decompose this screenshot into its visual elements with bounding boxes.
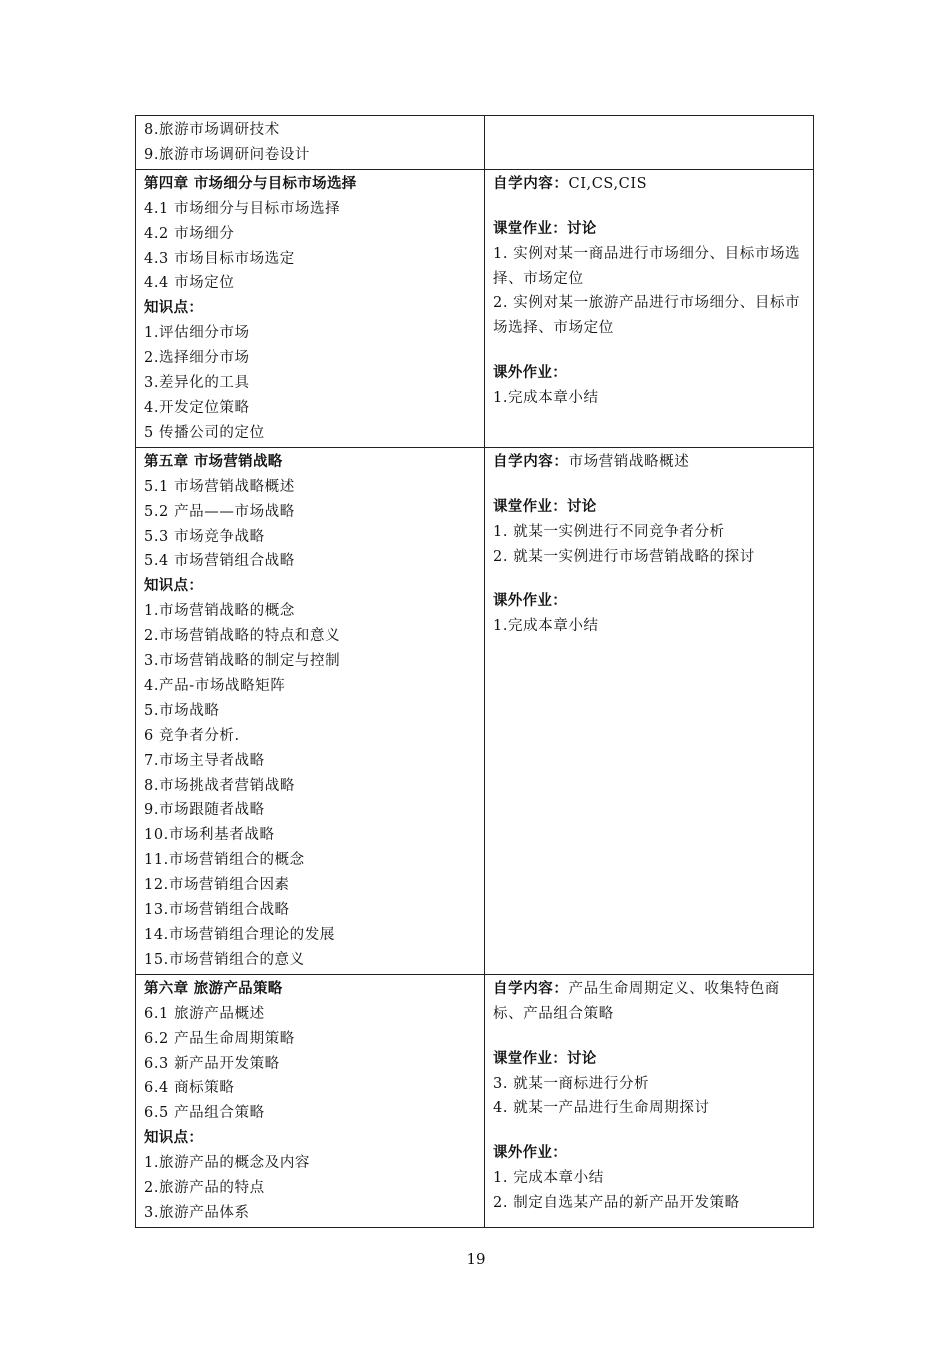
classwork-item: 1. 实例对某一商品进行市场细分、目标市场选择、市场定位	[493, 245, 801, 287]
topic-item: 4.4 市场定位	[144, 275, 235, 292]
table-row	[136, 169, 814, 447]
knowledge-label: 知识点：	[144, 577, 204, 595]
chapter-title: 第四章 市场细分与目标市场选择	[144, 174, 357, 192]
topic-item: 6.4 商标策略	[144, 1080, 235, 1097]
spacer	[493, 1027, 805, 1047]
topic-item: 5.4 市场营销组合战略	[144, 553, 295, 570]
topic-item: 4.1 市场细分与目标市场选择	[144, 200, 341, 217]
chapter-title: 第六章 旅游产品策略	[144, 979, 283, 997]
topic-item: 5.2 产品——市场战略	[144, 503, 295, 520]
knowledge-item: 14.市场营销组合理论的发展	[144, 927, 335, 943]
self-study-line	[493, 172, 805, 197]
chapter-title: 第五章 市场营销战略	[144, 452, 283, 470]
classwork-label: 课堂作业：讨论	[493, 1049, 597, 1067]
knowledge-item: 15.市场营销组合的意义	[144, 951, 305, 968]
knowledge-item: 1.评估细分市场	[144, 325, 250, 342]
self-study-label: 自学内容：	[493, 174, 569, 192]
homework-label: 课外作业：	[493, 592, 567, 610]
self-study-text: CI,CS,CIS	[568, 175, 648, 192]
chapter-content-cell	[136, 116, 485, 170]
topic-item: 6.3 新产品开发策略	[144, 1055, 280, 1072]
knowledge-item: 1.市场营销战略的概念	[144, 603, 295, 620]
spacer	[493, 197, 805, 217]
knowledge-item: 5.市场战略	[144, 702, 220, 719]
homework-label: 课外作业：	[493, 1144, 567, 1162]
knowledge-item: 11.市场营销组合的概念	[144, 852, 305, 869]
table-row	[136, 974, 814, 1227]
topic-item: 4.3 市场目标市场选定	[144, 250, 295, 267]
homework-item: 1.完成本章小结	[493, 618, 599, 635]
topic-item: 5.3 市场竞争战略	[144, 528, 265, 545]
classwork-label: 课堂作业：讨论	[493, 497, 597, 515]
homework-label: 课外作业：	[493, 364, 567, 382]
spacer	[493, 341, 805, 361]
homework-item: 1.完成本章小结	[493, 390, 599, 407]
spacer	[493, 475, 805, 495]
homework-item: 1. 完成本章小结	[493, 1170, 604, 1187]
knowledge-item: 3.市场营销战略的制定与控制	[144, 653, 341, 670]
knowledge-item: 13.市场营销组合战略	[144, 902, 290, 919]
assignment-cell	[485, 974, 814, 1227]
chapter-content-cell	[136, 974, 485, 1227]
self-study-text: 产品生命周期定义、收集特色商标、产品组合策略	[493, 980, 780, 1022]
classwork-item: 4. 就某一产品进行生命周期探讨	[493, 1100, 710, 1117]
self-study-label: 自学内容：	[493, 452, 569, 470]
knowledge-item: 2.选择细分市场	[144, 350, 250, 367]
knowledge-item: 4.开发定位策略	[144, 399, 250, 416]
chapter-content-cell	[136, 447, 485, 974]
knowledge-item: 8.市场挑战者营销战略	[144, 777, 295, 794]
self-study-label: 自学内容：	[493, 979, 569, 997]
classwork-item: 1. 就某一实例进行不同竞争者分析	[493, 523, 725, 540]
topic-item: 6.2 产品生命周期策略	[144, 1030, 295, 1047]
assignment-cell	[485, 169, 814, 447]
knowledge-item: 3.旅游产品体系	[144, 1204, 250, 1221]
knowledge-label: 知识点：	[144, 299, 204, 317]
knowledge-item: 12.市场营销组合因素	[144, 877, 290, 894]
self-study-line	[493, 450, 805, 475]
classwork-item: 2. 就某一实例进行市场营销战略的探讨	[493, 548, 755, 565]
knowledge-item: 3.差异化的工具	[144, 375, 250, 392]
page-number: 19	[466, 1250, 486, 1268]
self-study-text: 市场营销战略概述	[568, 453, 690, 470]
knowledge-item: 6 竞争者分析.	[144, 727, 240, 744]
knowledge-item: 4.产品-市场战略矩阵	[144, 677, 286, 694]
knowledge-item: 7.市场主导者战略	[144, 752, 265, 769]
table-row	[136, 116, 814, 170]
assignment-cell	[485, 116, 814, 170]
classwork-item: 2. 实例对某一旅游产品进行市场细分、目标市场选择、市场定位	[493, 295, 801, 337]
topic-item: 8.旅游市场调研技术	[144, 122, 280, 138]
knowledge-label: 知识点：	[144, 1129, 204, 1147]
knowledge-item: 2.市场营销战略的特点和意义	[144, 628, 341, 645]
knowledge-item: 9.市场跟随者战略	[144, 802, 265, 819]
classwork-label: 课堂作业：讨论	[493, 219, 597, 237]
topic-item: 4.2 市场细分	[144, 225, 235, 242]
topic-item: 6.1 旅游产品概述	[144, 1005, 265, 1022]
topic-item: 6.5 产品组合策略	[144, 1105, 265, 1122]
topic-item: 9.旅游市场调研问卷设计	[144, 146, 311, 163]
knowledge-item: 10.市场利基者战略	[144, 827, 275, 844]
homework-item: 2. 制定自选某产品的新产品开发策略	[493, 1195, 740, 1212]
knowledge-item: 5 传播公司的定位	[144, 424, 265, 441]
spacer	[493, 569, 805, 589]
knowledge-item: 2.旅游产品的特点	[144, 1180, 265, 1197]
assignment-cell	[485, 447, 814, 974]
chapter-content-cell	[136, 169, 485, 447]
self-study-line	[493, 977, 805, 1027]
spacer	[493, 1121, 805, 1141]
classwork-item: 3. 就某一商标进行分析	[493, 1075, 650, 1092]
knowledge-item: 1.旅游产品的概念及内容	[144, 1155, 311, 1172]
topic-item: 5.1 市场营销战略概述	[144, 478, 295, 495]
table-row	[136, 447, 814, 974]
syllabus-table	[135, 115, 814, 1228]
